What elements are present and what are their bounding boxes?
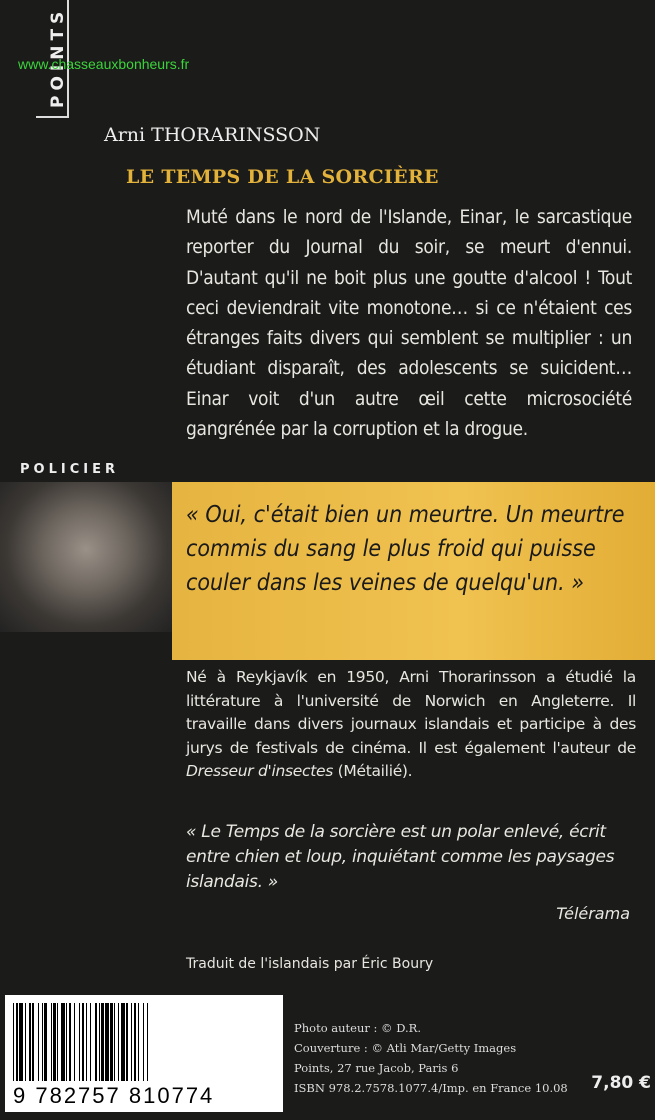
author-bio xyxy=(186,666,636,784)
credit-cover: Couverture : © Atli Mar/Getty Images xyxy=(294,1041,517,1055)
publisher-address: Points, 27 rue Jacob, Paris 6 xyxy=(294,1061,459,1075)
bio-book-title: Dresseur d'insectes xyxy=(186,762,334,780)
blurb-text: Muté dans le nord de l'Islande, Einar, le sarcastique reporter du Journal du soir, se meurt d'ennui. D'autant qu'il ne boit plus une goutte d'alcool ! Tout ceci deviendrait vite monotone… si ce n'étaient ces étranges faits divers qui semblent se multiplier : un étudiant disparaît, des adolescents se suicident… Einar voit d'un autre œil cette microsociété gangrénée par la corruption et la drogue. xyxy=(186,206,632,441)
quote-box xyxy=(172,482,655,660)
barcode-bar xyxy=(148,1003,149,1081)
barcode-number: 9 782757 810774 xyxy=(13,1083,215,1108)
press-review: « Le Temps de la sorcière est un polar enlevé, écrit entre chien et loup, inquiétant comme les paysages islandais. » xyxy=(186,822,615,892)
series-logo: POINTS xyxy=(48,6,68,108)
price: 7,80 € xyxy=(591,1073,651,1093)
author-photo xyxy=(0,482,172,632)
review-source: Télérama xyxy=(556,904,630,923)
author-name: Arni THORARINSSON xyxy=(104,124,321,146)
bio-text-end: (Métailié). xyxy=(333,762,413,780)
bio-text: Né à Reykjavík en 1950, Arni Thorarinsson a étudié la littérature à l'université de Norwich en Angleterre. Il travaille dans divers journaux islandais et participe à des jurys de festivals de cinéma. Il est également l'auteur de xyxy=(186,668,636,757)
translator-credit: Traduit de l'islandais par Éric Boury xyxy=(186,956,434,972)
pull-quote: « Oui, c'était bien un meurtre. Un meurtre commis du sang le plus froid qui puisse couler dans les veines de quelqu'un. » xyxy=(186,502,625,596)
credits xyxy=(294,1018,568,1098)
credit-photo: Photo auteur : © D.R. xyxy=(294,1021,421,1035)
book-title: LE TEMPS DE LA SORCIÈRE xyxy=(126,166,439,188)
barcode-bars xyxy=(13,1003,275,1081)
genre-label: POLICIER xyxy=(20,462,119,477)
watermark: www.chasseauxbonheurs.fr xyxy=(18,56,190,72)
isbn-line: ISBN 978.2.7578.1077.4/Imp. en France 10.08 xyxy=(294,1081,568,1095)
barcode xyxy=(5,995,283,1112)
